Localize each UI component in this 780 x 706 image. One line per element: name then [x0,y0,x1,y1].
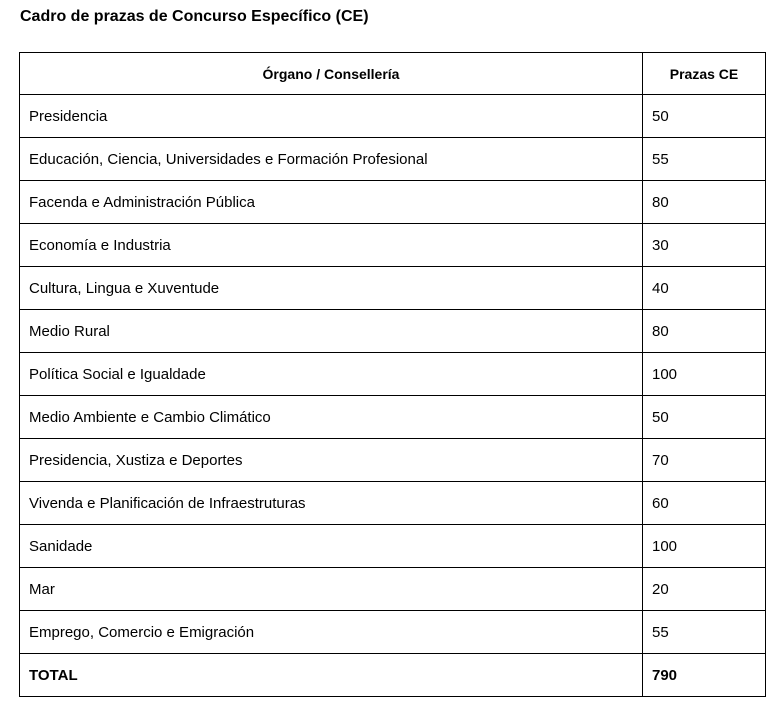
table-row [20,439,766,482]
table-row [20,525,766,568]
table-row [20,224,766,267]
organ-cell: Facenda e Administración Pública [20,181,643,224]
organ-cell: Presidencia, Xustiza e Deportes [20,439,643,482]
organ-cell: Medio Rural [20,310,643,353]
total-label: TOTAL [20,654,643,697]
places-cell: 60 [643,482,766,525]
places-cell: 30 [643,224,766,267]
table-row [20,95,766,138]
table-row [20,310,766,353]
document-title: Cadro de prazas de Concurso Específico (CE) [20,8,369,25]
places-cell: 100 [643,353,766,396]
table-row [20,396,766,439]
header-places: Prazas CE [643,53,766,95]
organ-cell: Educación, Ciencia, Universidades e Formación Profesional [20,138,643,181]
table-row [20,267,766,310]
total-row [20,654,766,697]
places-cell: 40 [643,267,766,310]
total-places: 790 [643,654,766,697]
table-row [20,181,766,224]
places-table [19,52,766,697]
places-cell: 50 [643,396,766,439]
places-cell: 50 [643,95,766,138]
places-cell: 55 [643,138,766,181]
header-organ: Órgano / Consellería [20,53,643,95]
organ-cell: Medio Ambiente e Cambio Climático [20,396,643,439]
organ-cell: Economía e Industria [20,224,643,267]
table-row [20,568,766,611]
organ-cell: Cultura, Lingua e Xuventude [20,267,643,310]
organ-cell: Vivenda e Planificación de Infraestruturas [20,482,643,525]
places-cell: 70 [643,439,766,482]
organ-cell: Sanidade [20,525,643,568]
table-row [20,482,766,525]
organ-cell: Presidencia [20,95,643,138]
places-cell: 55 [643,611,766,654]
organ-cell: Política Social e Igualdade [20,353,643,396]
table-header-row [20,53,766,95]
table-row [20,611,766,654]
organ-cell: Mar [20,568,643,611]
places-cell: 80 [643,310,766,353]
places-cell: 80 [643,181,766,224]
organ-cell: Emprego, Comercio e Emigración [20,611,643,654]
table-row [20,353,766,396]
places-cell: 20 [643,568,766,611]
places-cell: 100 [643,525,766,568]
table-row [20,138,766,181]
